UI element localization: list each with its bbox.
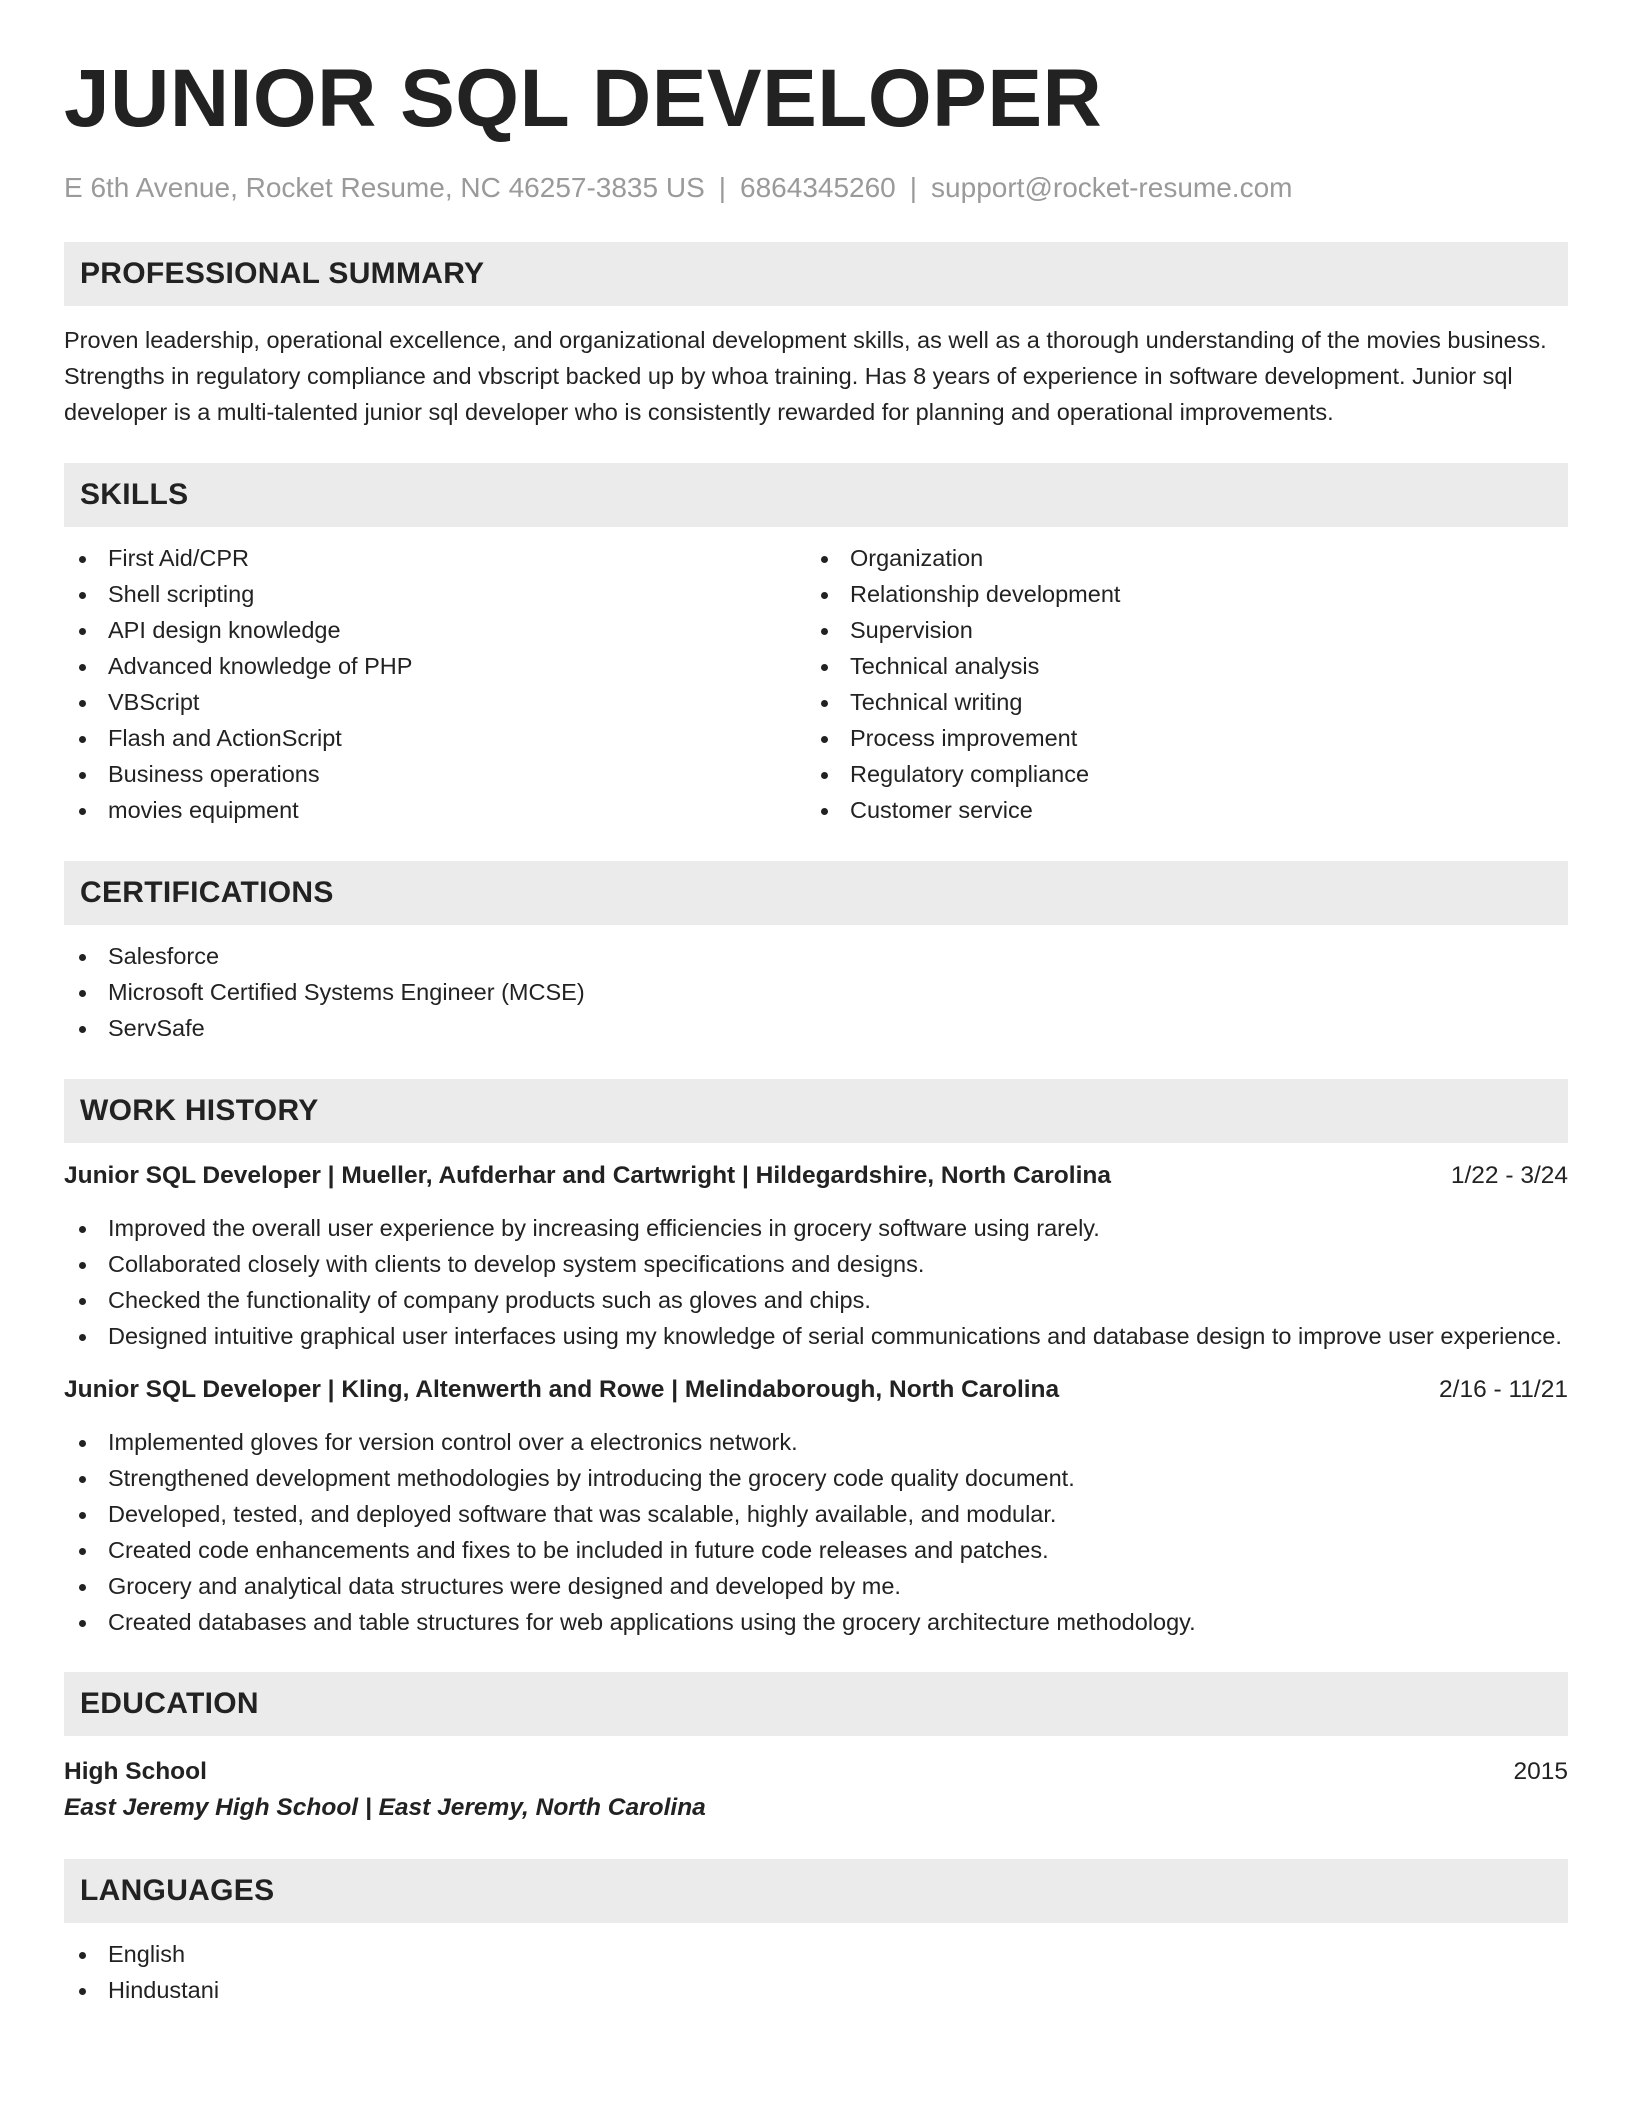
contact-line (64, 172, 1568, 204)
certification-item: Microsoft Certified Systems Engineer (MCSE) (64, 974, 1568, 1010)
job-title: Junior SQL Developer | Kling, Altenwerth and Rowe | Melindaborough, North Carolina (64, 1376, 1060, 1403)
skill-item: Supervision (806, 612, 1548, 648)
contact-address: E 6th Avenue, Rocket Resume, NC 46257-3835 US (64, 172, 705, 203)
skill-item: Relationship development (806, 576, 1548, 612)
work-history-heading: WORK HISTORY (64, 1079, 1568, 1143)
education-header (64, 1754, 1568, 1790)
education-degree: High School (64, 1758, 207, 1785)
skills-column-left (64, 540, 806, 828)
contact-separator: | (718, 172, 727, 203)
skill-item: Regulatory compliance (806, 756, 1548, 792)
job-bullet: Created code enhancements and fixes to be included in future code releases and patches. (64, 1532, 1568, 1568)
skill-item: Customer service (806, 792, 1548, 828)
certification-item: ServSafe (64, 1010, 1568, 1046)
job-entry (64, 1372, 1568, 1640)
job-title: Junior SQL Developer | Mueller, Aufderhar and Cartwright | Hildegardshire, North Carolina (64, 1162, 1111, 1189)
contact-email[interactable]: support@rocket-resume.com (931, 172, 1293, 203)
skills-list (64, 540, 1568, 828)
job-bullet: Grocery and analytical data structures were designed and developed by me. (64, 1568, 1568, 1604)
skill-item: Flash and ActionScript (64, 720, 806, 756)
job-header (64, 1372, 1568, 1408)
job-bullet: Created databases and table structures for web applications using the grocery architecture methodology. (64, 1604, 1568, 1640)
language-item: Hindustani (64, 1972, 1568, 2008)
skill-item: Process improvement (806, 720, 1548, 756)
job-dates: 2/16 - 11/21 (1439, 1376, 1568, 1403)
summary-text: Proven leadership, operational excellence, and organizational development skills, as well as a thorough understanding of the movies business. Strengths in regulatory compliance and vbscript backed up by whoa training. Has 8 years of experience in software development. Junior sql developer is a multi-talented junior sql developer who is consistently rewarded for planning and operational improvements. (64, 327, 1547, 425)
job-entry (64, 1158, 1568, 1354)
job-header (64, 1158, 1568, 1194)
job-bullet: Developed, tested, and deployed software that was scalable, highly available, and modular. (64, 1496, 1568, 1532)
contact-phone: 6864345260 (740, 172, 896, 203)
languages-list (64, 1936, 1568, 2008)
skill-item: Advanced knowledge of PHP (64, 648, 806, 684)
candidate-name: JUNIOR SQL DEVELOPER (64, 53, 1103, 144)
skill-item: Organization (806, 540, 1548, 576)
skills-heading: SKILLS (64, 463, 1568, 527)
education-heading: EDUCATION (64, 1672, 1568, 1736)
language-item: English (64, 1936, 1568, 1972)
languages-heading: LANGUAGES (64, 1859, 1568, 1923)
skill-item: First Aid/CPR (64, 540, 806, 576)
certification-item: Salesforce (64, 938, 1568, 974)
job-dates: 1/22 - 3/24 (1450, 1162, 1568, 1189)
job-bullet: Checked the functionality of company products such as gloves and chips. (64, 1282, 1568, 1318)
skill-item: Shell scripting (64, 576, 806, 612)
skills-column-right (806, 540, 1548, 828)
education-year: 2015 (1513, 1758, 1568, 1785)
skill-item: VBScript (64, 684, 806, 720)
certifications-heading: CERTIFICATIONS (64, 861, 1568, 925)
skill-item: Technical analysis (806, 648, 1548, 684)
skill-item: Business operations (64, 756, 806, 792)
job-bullet: Collaborated closely with clients to develop system specifications and designs. (64, 1246, 1568, 1282)
contact-separator: | (909, 172, 918, 203)
education-school: East Jeremy High School | East Jeremy, North Carolina (64, 1794, 706, 1821)
skill-item: Technical writing (806, 684, 1548, 720)
job-bullets (64, 1424, 1568, 1640)
skill-item: API design knowledge (64, 612, 806, 648)
job-bullet: Strengthened development methodologies by introducing the grocery code quality document. (64, 1460, 1568, 1496)
job-bullet: Designed intuitive graphical user interfaces using my knowledge of serial communications and database design to improve user experience. (64, 1318, 1568, 1354)
certifications-list (64, 938, 1568, 1046)
job-bullet: Improved the overall user experience by increasing efficiencies in grocery software using rarely. (64, 1210, 1568, 1246)
job-bullets (64, 1210, 1568, 1354)
summary-heading: PROFESSIONAL SUMMARY (64, 242, 1568, 306)
job-bullet: Implemented gloves for version control over a electronics network. (64, 1424, 1568, 1460)
skill-item: movies equipment (64, 792, 806, 828)
